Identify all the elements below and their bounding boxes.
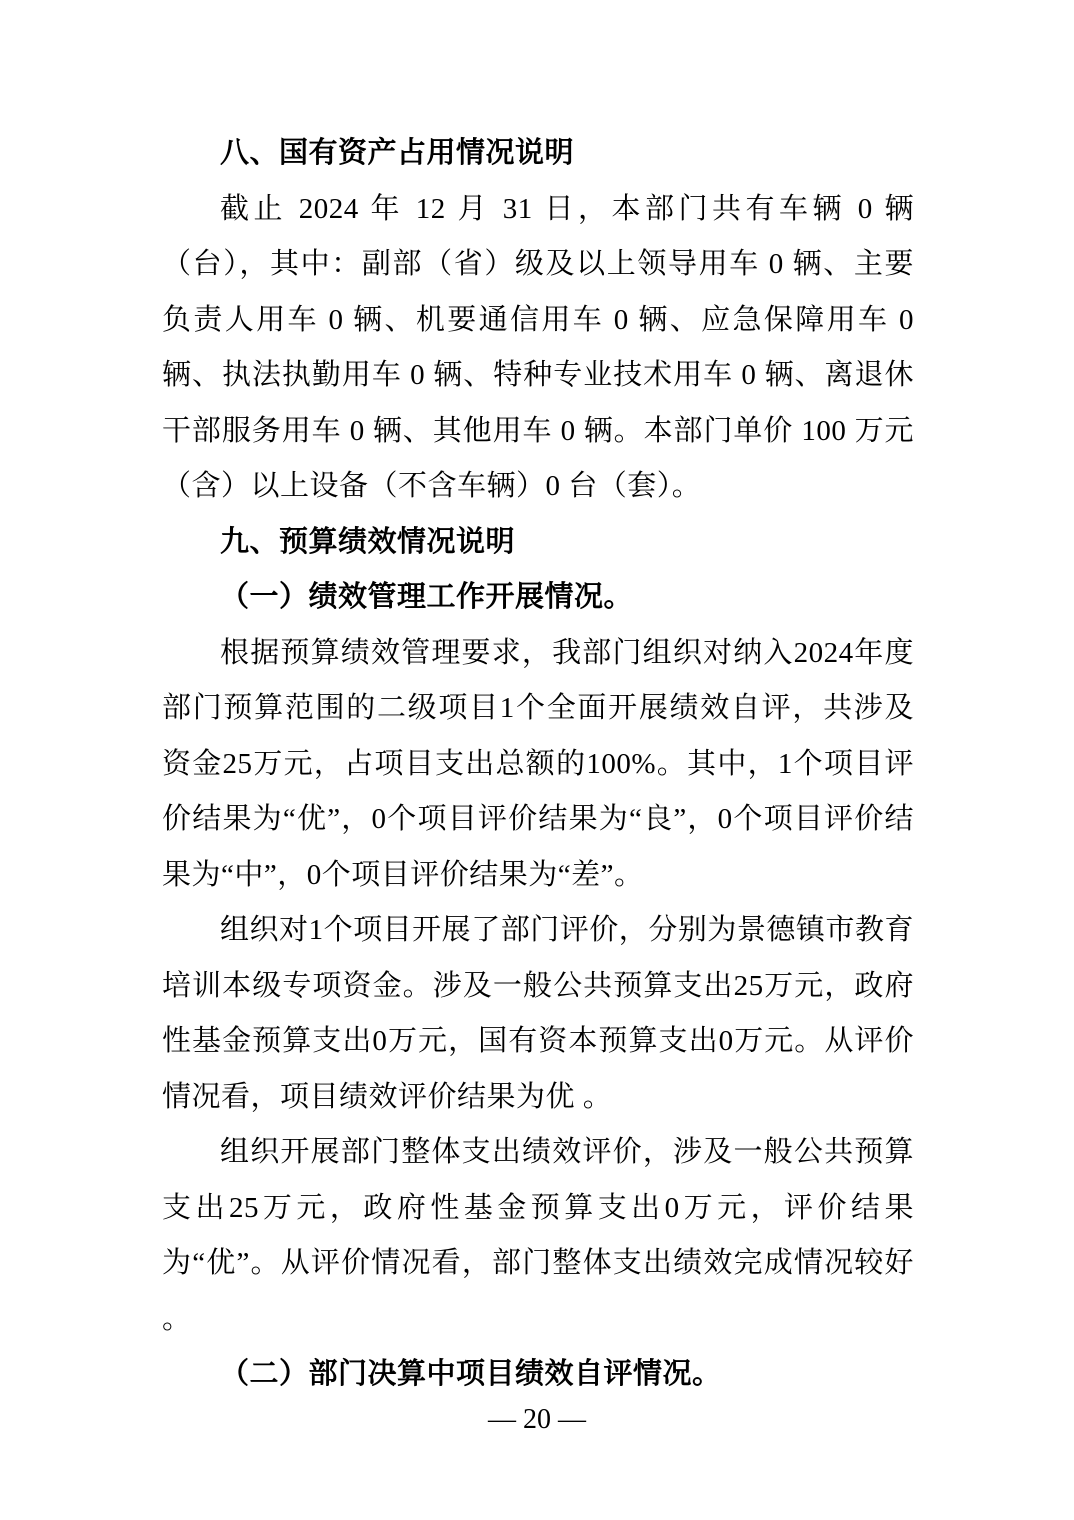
page-footer <box>0 1398 1074 1442</box>
page-number: — 20 — <box>488 1404 586 1435</box>
paragraph-performance-self-evaluation: 根据预算绩效管理要求，我部门组织对纳入2024年度部门预算范围的二级项目1个全面开展绩效自评，共涉及资金25万元，占项目支出总额的100%。其中，1个项目评价结果为“优”，0个项目评价结果为“良”，0个项目评价结果为“中”，0个项目评价结果为“差”。 <box>162 636 914 891</box>
section-heading-state-assets: 八、国有资产占用情况说明 <box>220 137 575 169</box>
section-heading-budget-performance: 九、预算绩效情况说明 <box>220 525 516 558</box>
paragraph-department-project-evaluation: 组织对1个项目开展了部门评价，分别为景德镇市教育培训本级专项资金。涉及一般公共预算支出25万元，政府性基金预算支出0万元，国有资本预算支出0万元。从评价情况看，项目绩效评价结果为优 。 <box>162 914 914 1113</box>
subsection-heading-project-self-evaluation: （二）部门决算中项目绩效自评情况。 <box>220 1358 722 1390</box>
subsection-heading-performance-management: （一）绩效管理工作开展情况。 <box>220 581 634 613</box>
paragraph-overall-expenditure-evaluation: 组织开展部门整体支出绩效评价，涉及一般公共预算支出25万元，政府性基金预算支出0万元，评价结果为“优”。从评价情况看，部门整体支出绩效完成情况较好 。 <box>162 1136 914 1335</box>
paragraph-state-assets-usage: 截止 2024 年 12 月 31 日，本部门共有车辆 0 辆（台），其中：副部（省）级及以上领导用车 0 辆、主要负责人用车 0 辆、机要通信用车 0 辆、应急保障用车 0 辆、执法执勤用车 0 辆、特种专业技术用车 0 辆、离退休干部服务用车 0 辆、其他用车 0 辆。本部门单价 100 万元（含）以上设备（不含车辆）0 台（套）。 <box>162 192 914 502</box>
document-content <box>162 126 914 1403</box>
